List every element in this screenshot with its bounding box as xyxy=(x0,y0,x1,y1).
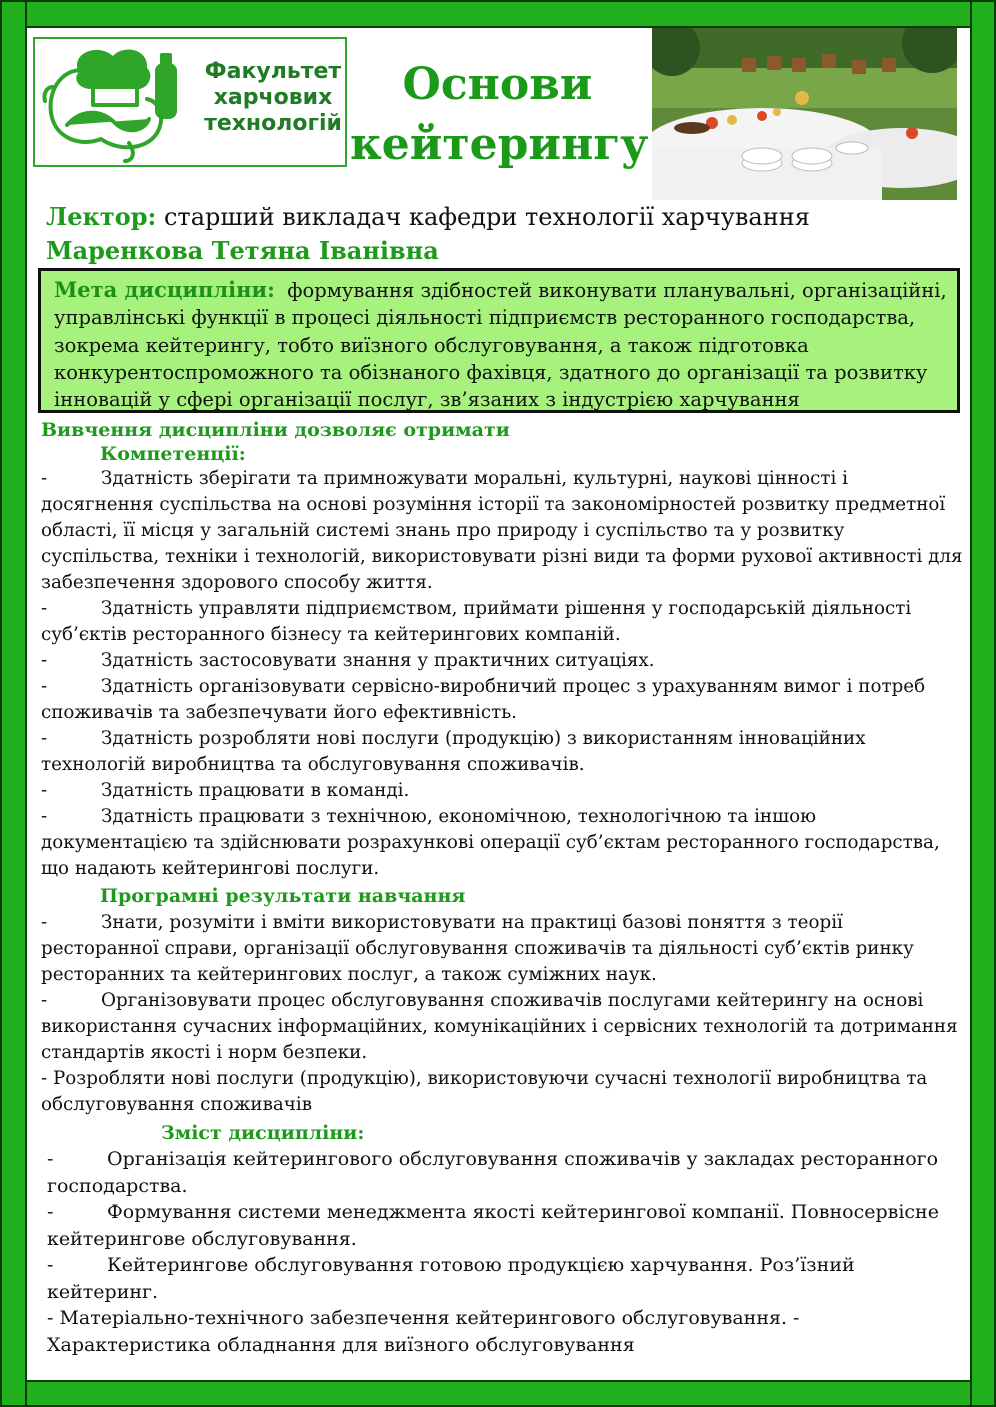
chef-food-logo-icon xyxy=(41,43,201,163)
competences-heading: Компетенції: xyxy=(100,443,246,465)
content-heading: Зміст дисципліни: xyxy=(161,1122,365,1144)
frame-left-bar xyxy=(0,0,27,1407)
frame-top-bar xyxy=(0,0,996,28)
logo-line: Факультет xyxy=(204,59,342,84)
title-line-2: кейтерингу xyxy=(350,119,649,170)
frame-bottom-bar xyxy=(0,1380,996,1407)
lector-position: старший викладач кафедри технології харчування xyxy=(156,203,810,231)
lector-info xyxy=(46,200,956,268)
logo-line: харчових xyxy=(213,85,333,110)
result-item: - Організовувати процес обслуговування споживачів послугами кейтерингу на основі використання сучасних інформаційних, комунікаційних і сервісних технологій та дотримання стандартів якості і норм безпеки. xyxy=(41,990,958,1063)
result-item-last: - Розробляти нові послуги (продукцію), використовуючи сучасні технології виробництва та обслуговування споживачів xyxy=(41,1068,928,1115)
study-heading: Вивчення дисципліни дозволяє отримати xyxy=(41,419,510,441)
catering-buffet-photo xyxy=(652,28,957,200)
logo-line: технологій xyxy=(204,111,342,136)
content-item: - Організація кейтерингового обслуговування споживачів у закладах ресторанного господарства. xyxy=(47,1148,939,1197)
goal-colon: : xyxy=(267,277,275,302)
competence-item: - Здатність зберігати та примножувати моральні, культурні, наукові цінності і досягнення суспільства на основі розуміння історії та закономірностей розвитку предметної області, її місця у загальній системі знань про природу і суспільство та у розвитку суспільства, техніки і технологій, використовувати різні види та форми рухової активності для забезпечення здорового способу життя. xyxy=(41,468,963,593)
content-item: - Формування системи менеджмента якості кейтерингової компанії. Повносервісне кейтерингове обслуговування. xyxy=(47,1201,939,1250)
frame-right-bar xyxy=(970,0,996,1407)
competence-item: - Здатність управляти підприємством, приймати рішення у господарській діяльності суб’єктів ресторанного бізнесу та кейтерингових компаній. xyxy=(41,598,912,645)
competence-item: - Здатність застосовувати знання у практичних ситуаціях. xyxy=(41,650,655,671)
competence-item: - Здатність організовувати сервісно-виробничий процес з урахуванням вимог і потреб споживачів та забезпечувати його ефективність. xyxy=(41,676,926,723)
faculty-logo xyxy=(33,37,347,167)
content-section xyxy=(47,1120,952,1358)
goal-text: формування здібностей виконувати планувальні, організаційні, управлінські функції в процесі діяльності підприємств ресторанного господарства, зокрема кейтерингу, тобто виїзного обслуговування, а також підготовка конкурентоспроможного та обізнаного фахівця, здатного до організації та розвитку інновацій у сфері організації послуг, зв’язаних з індустрією харчування xyxy=(54,279,947,412)
title-line-1: Основи xyxy=(402,59,593,110)
result-item: - Знати, розуміти і вміти використовувати на практиці базові поняття з теорії ресторанної справи, організації обслуговування споживачів та діяльності суб’єктів ринку ресторанних та кейтерингових послуг, а також суміжних наук. xyxy=(41,912,914,985)
competence-item: - Здатність розробляти нові послуги (продукцію) з використанням інноваційних технологій виробництва та обслуговування споживачів. xyxy=(41,728,866,775)
competence-item: - Здатність працювати в команді. xyxy=(41,780,410,801)
study-section xyxy=(41,418,966,1118)
logo-text xyxy=(203,59,343,137)
competence-item: - Здатність працювати з технічною, економічною, технологічною та іншою документацією та здійснювати розрахункові операції суб’єктам ресторанного господарства, що надають кейтерингові послуги. xyxy=(41,806,940,879)
page-title xyxy=(350,55,649,175)
content-item-last: - Матеріально-технічного забезпечення кейтерингового обслуговування. - Характеристика обладнання для виїзного обслуговування xyxy=(47,1307,800,1356)
results-heading: Програмні результати навчання xyxy=(100,885,466,907)
lector-line xyxy=(46,200,956,234)
lector-name: Маренкова Тетяна Іванівна xyxy=(46,236,439,265)
discipline-goal-box xyxy=(38,268,960,413)
content-item: - Кейтерингове обслуговування готовою продукцією харчування. Роз’їзний кейтеринг. xyxy=(47,1254,855,1303)
lector-label: Лектор: xyxy=(46,202,157,231)
goal-label: Мета дисципліни xyxy=(54,277,268,302)
